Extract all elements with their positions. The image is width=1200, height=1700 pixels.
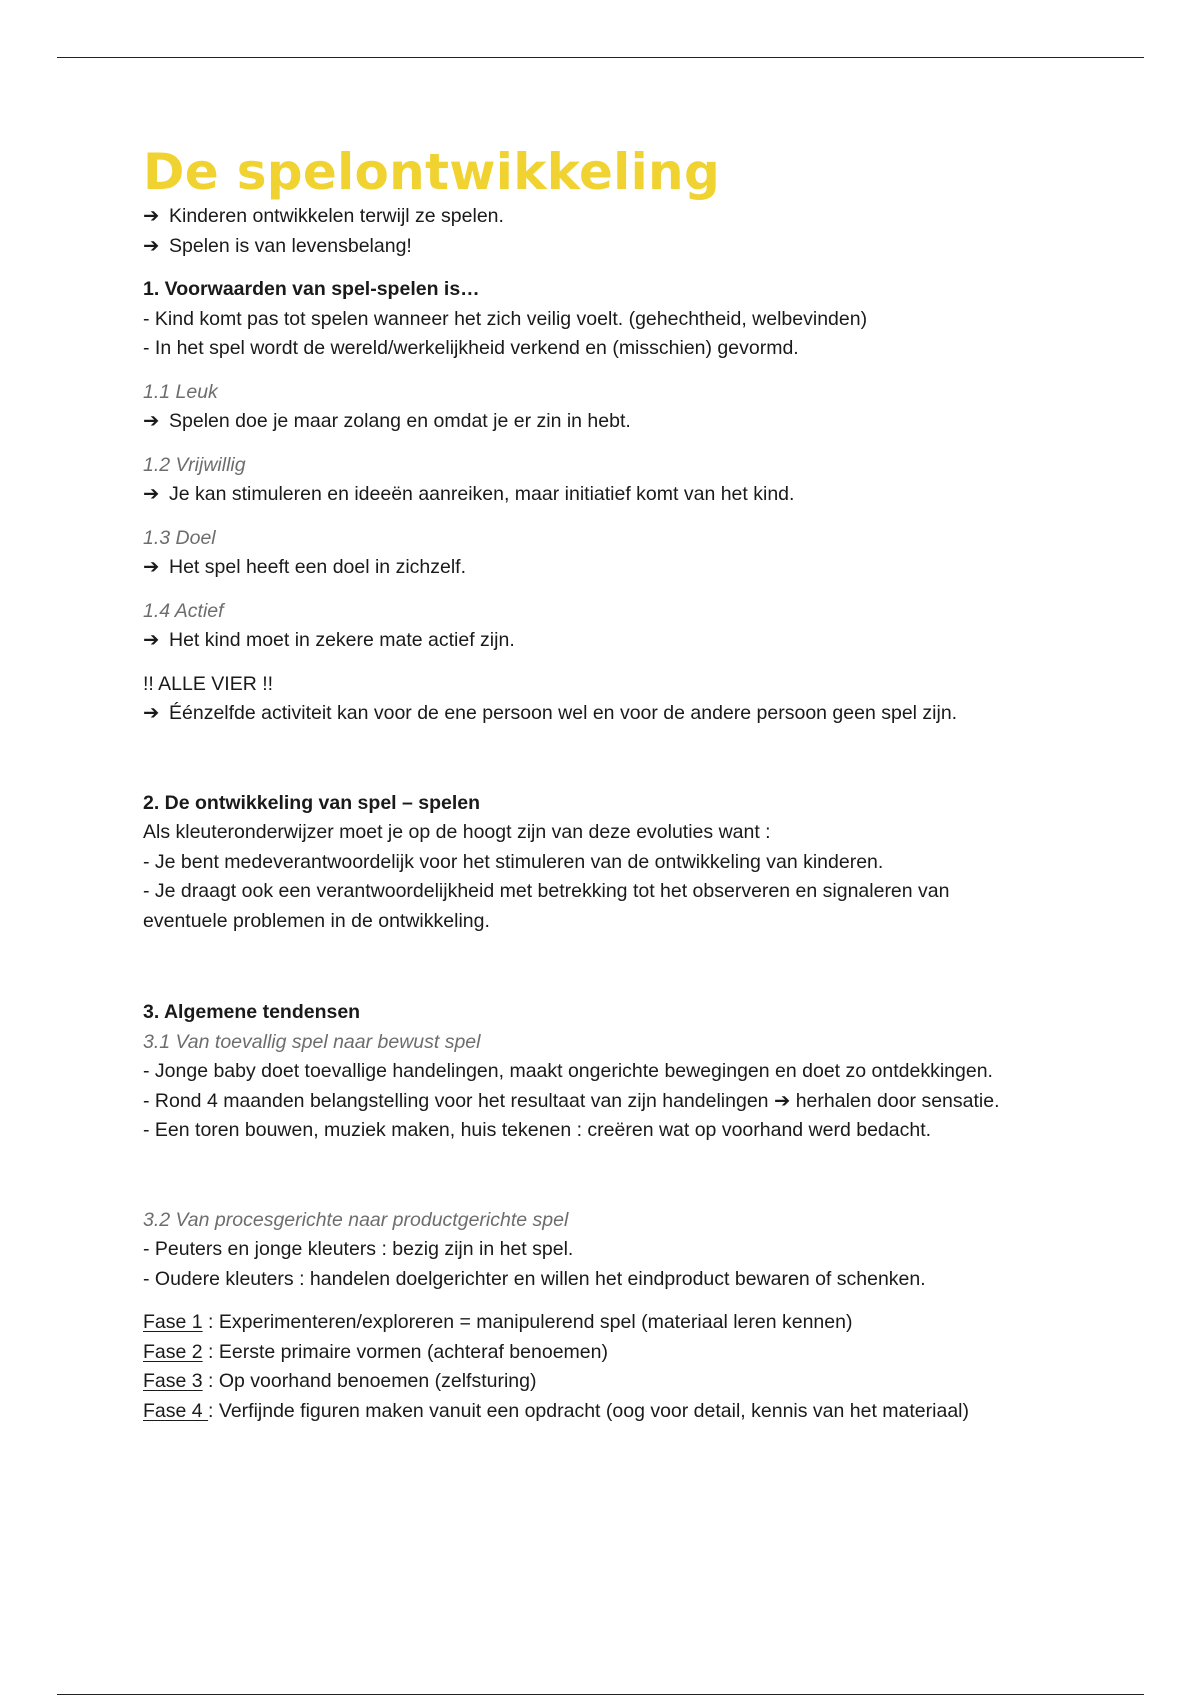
body-line: - Jonge baby doet toevallige handelingen, maakt ongerichte bewegingen en doet zo ontdekkingen.: [143, 1060, 993, 1082]
body-paragraph: - Je draagt ook een verantwoordelijkheid met betrekking tot het observeren en signaleren van eventuele problemen in de ontwikkeling.: [143, 880, 950, 932]
subsection-heading: 1.1 Leuk: [143, 380, 218, 403]
subsection-heading: 1.2 Vrijwillig: [143, 453, 246, 476]
subsection-heading: 1.4 Actief: [143, 599, 224, 622]
body-line: ➔ Het spel heeft een doel in zichzelf.: [143, 553, 1103, 583]
phase-line: Fase 2 : Eerste primaire vormen (achteraf benoemen): [143, 1340, 608, 1363]
body-line: - Een toren bouwen, muziek maken, huis tekenen : creëren wat op voorhand werd bedacht.: [143, 1119, 932, 1141]
body-line: - Kind komt pas tot spelen wanneer het zich veilig voelt. (gehechtheid, welbevinden): [143, 307, 868, 330]
arrow-right-icon: ➔: [143, 629, 160, 651]
body-line: Als kleuteronderwijzer moet je op de hoogt zijn van deze evoluties want :: [143, 821, 771, 843]
body-line: - Rond 4 maanden belangstelling voor het resultaat van zijn handelingen ➔ herhalen door sensatie.: [143, 1089, 1000, 1112]
body-line: - Peuters en jonge kleuters : bezig zijn in het spel.: [143, 1238, 574, 1260]
body-line: - In het spel wordt de wereld/werkelijkheid verkend en (misschien) gevormd.: [143, 337, 799, 359]
body-line: ➔ Je kan stimuleren en ideeën aanreiken, maar initiatief komt van het kind.: [143, 480, 1103, 510]
phase-line: Fase 4 : Verfijnde figuren maken vanuit een opdracht (oog voor detail, kennis van het materiaal): [143, 1399, 969, 1422]
section-heading: 1. Voorwaarden van spel-spelen is…: [143, 278, 480, 300]
body-line: - Je bent medeverantwoordelijk voor het stimuleren van de ontwikkeling van kinderen.: [143, 850, 884, 873]
arrow-right-icon: ➔: [143, 234, 160, 257]
arrow-right-icon: ➔: [143, 702, 160, 724]
header-rule: [57, 57, 1144, 58]
page-title: De spelontwikkeling: [143, 143, 721, 201]
phase-line: Fase 3 : Op voorhand benoemen (zelfsturing): [143, 1370, 537, 1392]
subsection-heading: 3.1 Van toevallig spel naar bewust spel: [143, 1030, 481, 1053]
alert-line: !! ALLE VIER !!: [143, 672, 274, 695]
body-line: ➔ Het kind moet in zekere mate actief zijn.: [143, 626, 1103, 656]
phase-label: Fase 2: [143, 1340, 203, 1363]
section-heading: 3. Algemene tendensen: [143, 1001, 361, 1023]
section-heading: 2. De ontwikkeling van spel – spelen: [143, 791, 481, 814]
arrow-right-icon: ➔: [143, 556, 160, 578]
arrow-right-icon: ➔: [143, 483, 160, 505]
document-body: [143, 142, 1103, 1426]
phase-label: Fase 4: [143, 1399, 209, 1422]
subsection-heading: 3.2 Van procesgerichte naar productgerichte spel: [143, 1208, 569, 1231]
intro-line: ➔ Spelen is van levensbelang!: [143, 232, 1103, 262]
body-line: ➔ Éénzelfde activiteit kan voor de ene persoon wel en voor de andere persoon geen spel zijn.: [143, 699, 1103, 729]
arrow-right-icon: ➔: [143, 410, 160, 432]
subsection-heading: 1.3 Doel: [143, 526, 216, 549]
phase-label: Fase 1: [143, 1311, 203, 1333]
body-line: - Oudere kleuters : handelen doelgerichter en willen het eindproduct bewaren of schenken.: [143, 1267, 926, 1290]
arrow-right-icon: ➔: [143, 205, 160, 227]
intro-line: ➔ Kinderen ontwikkelen terwijl ze spelen.: [143, 202, 1103, 232]
body-line: ➔ Spelen doe je maar zolang en omdat je er zin in hebt.: [143, 407, 1103, 437]
footer-rule: [57, 1694, 1144, 1695]
phase-line: Fase 1 : Experimenteren/exploreren = manipulerend spel (materiaal leren kennen): [143, 1311, 853, 1333]
phase-label: Fase 3: [143, 1370, 203, 1392]
arrow-right-icon: ➔: [773, 1089, 791, 1112]
